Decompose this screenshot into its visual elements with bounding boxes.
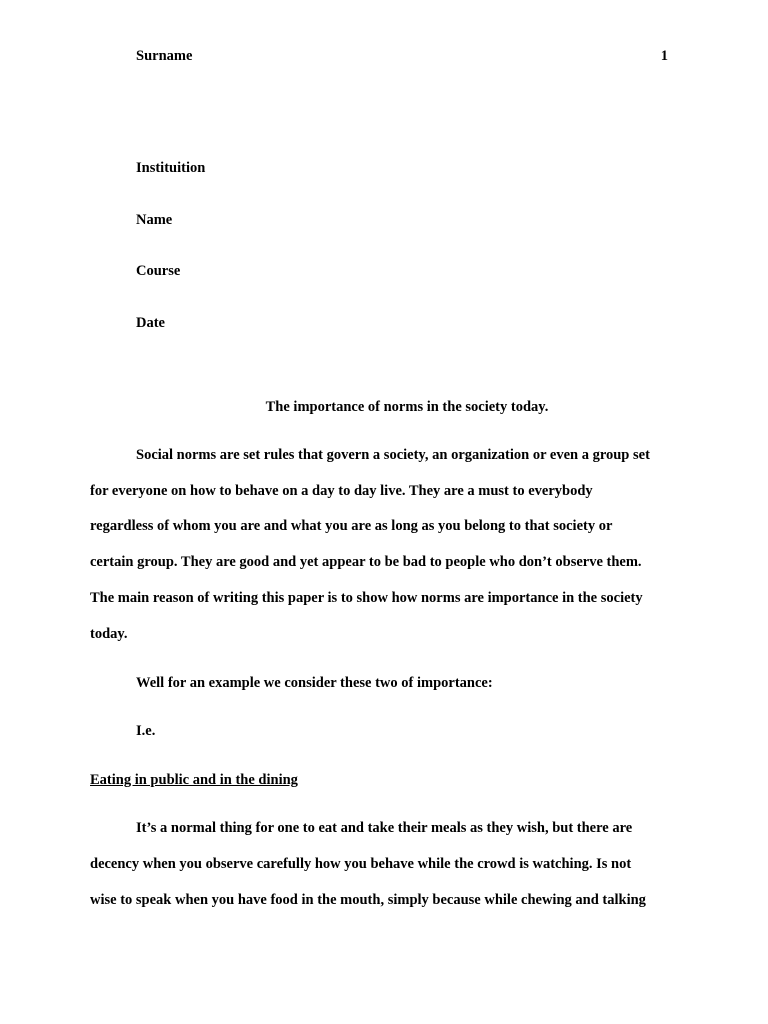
document-title: The importance of norms in the society today. bbox=[265, 399, 549, 415]
paragraph-line: Social norms are set rules that govern a society, an organization or even a group set bbox=[136, 447, 650, 463]
paragraph-line: decency when you observe carefully how you behave while the crowd is watching. Is not bbox=[90, 856, 632, 872]
meta-date: Date bbox=[136, 315, 165, 331]
paragraph-line: wise to speak when you have food in the mouth, simply because while chewing and talking bbox=[90, 892, 646, 908]
header-surname: Surname bbox=[136, 48, 193, 64]
paragraph-line: today. bbox=[90, 626, 128, 642]
paragraph-ie: I.e. bbox=[136, 723, 156, 739]
paragraph-example: Well for an example we consider these two of importance: bbox=[136, 675, 493, 691]
paragraph-line: for everyone on how to behave on a day to day live. They are a must to everybody bbox=[90, 483, 593, 499]
paragraph-line: regardless of whom you are and what you are as long as you belong to that society or bbox=[90, 518, 613, 534]
meta-name: Name bbox=[136, 212, 173, 228]
paragraph-line: It’s a normal thing for one to eat and take their meals as they wish, but there are bbox=[136, 820, 633, 836]
meta-course: Course bbox=[136, 263, 181, 279]
header-page-number: 1 bbox=[660, 48, 668, 64]
paragraph-line: The main reason of writing this paper is to show how norms are importance in the society bbox=[90, 590, 643, 606]
paragraph-line: certain group. They are good and yet appear to be bad to people who don’t observe them. bbox=[90, 554, 642, 570]
meta-institution: Instituition bbox=[136, 160, 206, 176]
section-heading: Eating in public and in the dining bbox=[90, 772, 298, 788]
